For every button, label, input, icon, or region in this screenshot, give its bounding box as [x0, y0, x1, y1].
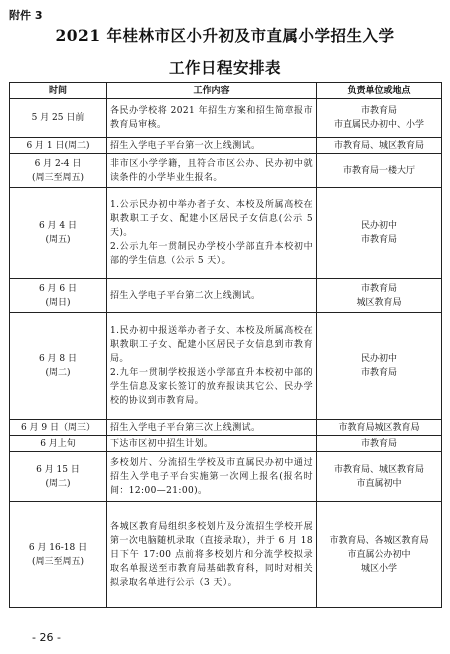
table-row	[10, 452, 442, 502]
content-text: 1.民办初中报送举办者子女、本校及所属高校在职教职工子女、配建小区居民子女信息到市教育局。	[110, 326, 313, 364]
content-text: 招生入学电子平台第三次上线测试。	[110, 422, 261, 433]
time-text: 6 月 2-4 日	[34, 158, 82, 169]
time-cell	[10, 154, 107, 188]
table-row	[10, 99, 442, 138]
content-text: 各民办学校将 2021 年招生方案和招生简章报市教育局审核。	[110, 106, 313, 130]
unit-text: 市教育局城区教育局	[338, 422, 420, 433]
time-cell	[10, 138, 107, 154]
time-text: (周二)	[45, 478, 71, 489]
content-text: 各城区教育局组织多校划片及分流招生学校开展第一次电脑随机录取（直接录取），并于 6 月 18 日下午 17:00 点前将多校划片和分流学校拟录取名单报送至市教育局基础教育科，同时对相关拟录取名单进行公示（3 天）。	[110, 521, 313, 588]
unit-text: 市教育局	[360, 106, 397, 116]
unit-cell	[317, 436, 442, 452]
time-text: (周日)	[45, 297, 71, 308]
unit-text: 民办初中	[360, 354, 397, 364]
content-text: 1.公示民办初中举办者子女、本校及所属高校在职教职工子女、配建小区居民子女信息(公示 5 天)。	[110, 200, 313, 238]
unit-cell	[317, 154, 442, 188]
content-cell	[107, 99, 317, 138]
content-text: 招生入学电子平台第二次上线测试。	[110, 290, 261, 301]
unit-text: 市教育局一楼大厅	[342, 165, 415, 176]
time-text: 6 月 8 日	[38, 354, 78, 364]
table-row	[10, 313, 442, 420]
unit-text: 市教育局	[360, 438, 397, 449]
time-text: 6 月 15 日	[36, 464, 80, 475]
table-row	[10, 154, 442, 188]
header-unit: 负责单位或地点	[317, 83, 442, 99]
content-cell	[107, 502, 317, 608]
time-cell	[10, 99, 107, 138]
content-text: 下达市区初中招生计划。	[110, 438, 214, 449]
unit-cell	[317, 99, 442, 138]
unit-text: 城区小学	[360, 563, 397, 574]
time-text: 6 月上旬	[40, 438, 76, 449]
time-text: (周二)	[45, 368, 71, 378]
time-text: (周三至周五)	[31, 172, 85, 183]
unit-text: 市直属公办初中	[347, 549, 411, 560]
unit-cell	[317, 502, 442, 608]
time-text: 6 月 6 日	[38, 283, 78, 294]
page-subtitle: 工作日程安排表	[168, 58, 281, 77]
unit-text: 市教育局	[360, 368, 397, 378]
time-cell	[10, 436, 107, 452]
unit-text: 市直属民办初中、小学	[333, 120, 424, 130]
table-row	[10, 279, 442, 313]
content-cell	[107, 279, 317, 313]
header-time: 时间	[10, 83, 107, 99]
content-cell	[107, 452, 317, 502]
unit-text: 市教育局	[360, 283, 397, 294]
content-text: 2.九年一贯制学校报送小学部直升本校初中部的学生信息及家长签订的放弃报读其它公、民办学校的协议到市教育局。	[110, 368, 313, 406]
unit-cell	[317, 452, 442, 502]
time-cell	[10, 502, 107, 608]
content-text: 非市区小学学籍，且符合市区公办、民办初中就读条件的小学毕业生报名。	[110, 158, 313, 183]
unit-cell	[317, 279, 442, 313]
unit-text: 市直属初中	[356, 478, 402, 489]
content-cell	[107, 138, 317, 154]
page-title: 2021 年桂林市区小升初及市直属小学招生入学	[55, 26, 395, 45]
unit-cell	[317, 313, 442, 420]
content-text: 招生入学电子平台第一次上线测试。	[110, 140, 261, 151]
content-cell	[107, 313, 317, 420]
table-row	[10, 502, 442, 608]
time-cell	[10, 279, 107, 313]
table-row	[10, 138, 442, 154]
time-text: 6 月 1 日(周二)	[26, 140, 90, 151]
unit-text: 民办初中	[360, 221, 397, 231]
time-cell	[10, 420, 107, 436]
unit-text: 市教育局、各城区教育局	[329, 535, 429, 546]
annex-label: 附件 3	[9, 9, 43, 22]
unit-text: 市教育局	[360, 235, 397, 245]
time-cell	[10, 313, 107, 420]
unit-cell	[317, 188, 442, 279]
content-text: 多校划片、分流招生学校及市直属民办初中通过招生入学电子平台实施第一次网上报名(报名时间：12:00—21:00)。	[110, 457, 313, 496]
table-row	[10, 436, 442, 452]
time-text: 6 月 4 日	[38, 221, 78, 231]
time-text: 6 月 16-18 日	[28, 542, 88, 553]
time-text: 6 月 9 日（周三）	[20, 422, 96, 433]
time-text: 5 月 25 日前	[31, 113, 85, 123]
table-header-row	[10, 83, 442, 99]
time-text: (周三至周五)	[31, 556, 85, 567]
time-text: (周五)	[45, 235, 71, 245]
unit-text: 市教育局、城区教育局	[333, 140, 424, 151]
time-cell	[10, 188, 107, 279]
content-cell	[107, 188, 317, 279]
content-cell	[107, 154, 317, 188]
header-content: 工作内容	[107, 83, 317, 99]
content-cell	[107, 420, 317, 436]
content-cell	[107, 436, 317, 452]
unit-text: 市教育局、城区教育局	[333, 464, 424, 475]
page-number: - 26 -	[32, 631, 61, 644]
content-text: 2.公示九年一贯制民办学校小学部直升本校初中部的学生信息（公示 5 天）。	[110, 242, 313, 266]
table-row	[10, 188, 442, 279]
time-cell	[10, 452, 107, 502]
unit-text: 城区教育局	[356, 297, 402, 308]
unit-cell	[317, 420, 442, 436]
schedule-table	[9, 82, 442, 608]
unit-cell	[317, 138, 442, 154]
table-row	[10, 420, 442, 436]
